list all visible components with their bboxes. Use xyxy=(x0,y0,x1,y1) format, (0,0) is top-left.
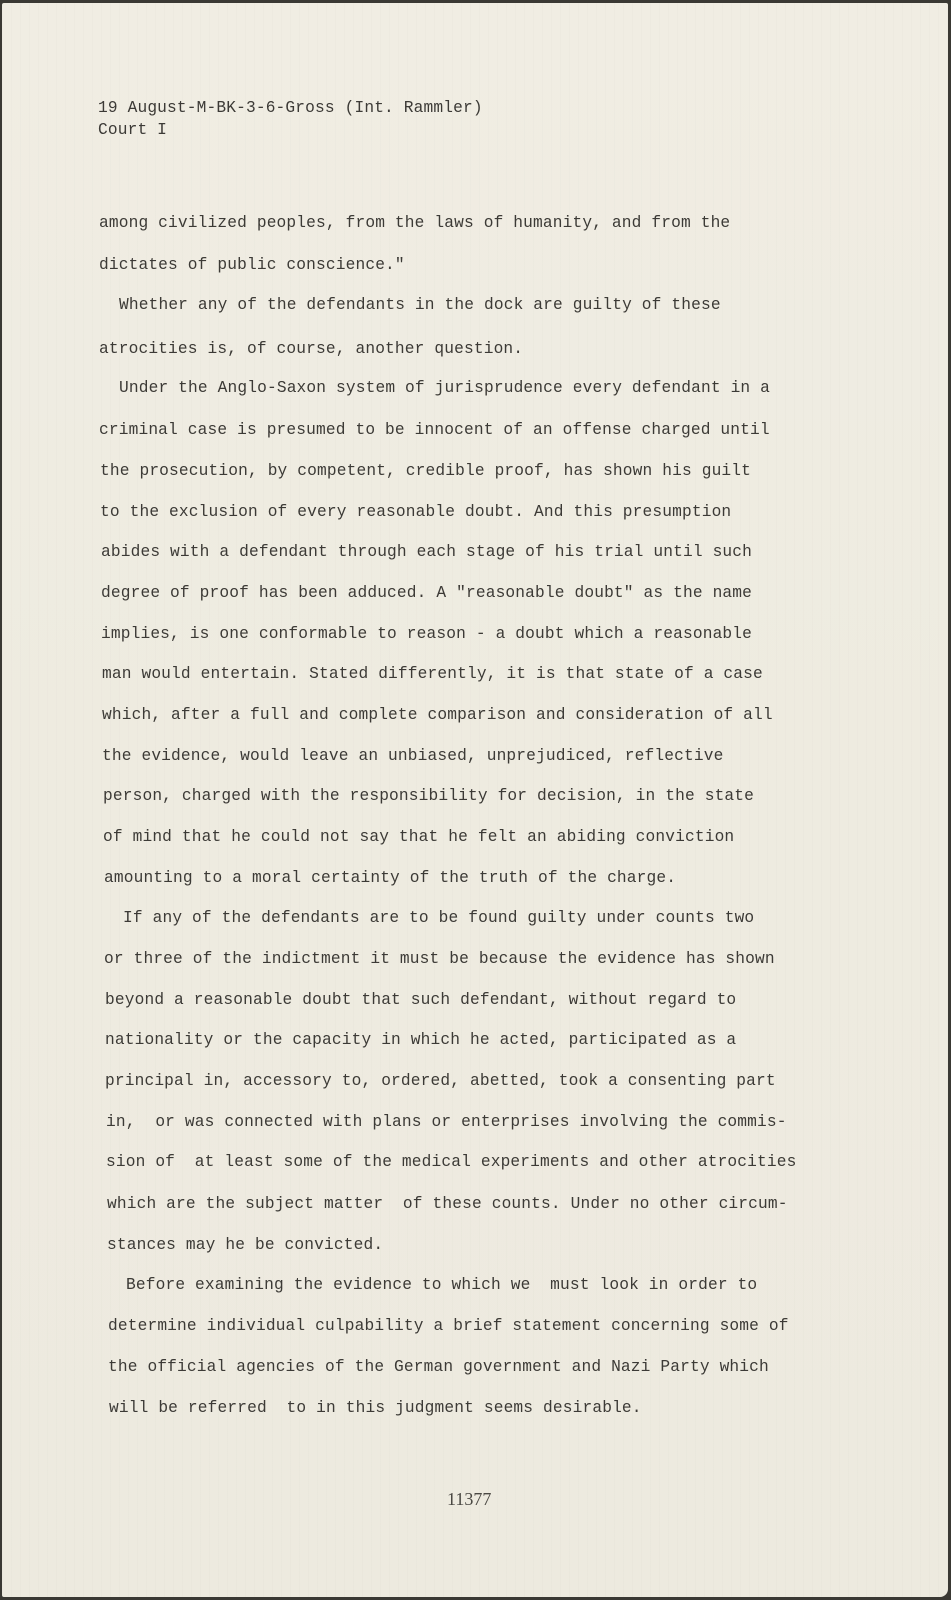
text-line: the prosecution, by competent, credible proof, has shown his guilt xyxy=(100,462,752,480)
text-line: determine individual culpability a brief statement concerning some of xyxy=(108,1317,789,1335)
header-reference: 19 August-M-BK-3-6-Gross (Int. Rammler) xyxy=(98,99,483,117)
text-line: atrocities is, of course, another question. xyxy=(99,340,524,358)
text-line: or three of the indictment it must be because the evidence has shown xyxy=(104,950,775,968)
text-line: beyond a reasonable doubt that such defendant, without regard to xyxy=(105,991,737,1009)
header-court: Court I xyxy=(98,121,168,139)
text-line: the evidence, would leave an unbiased, unprejudiced, reflective xyxy=(102,747,724,765)
text-line: nationality or the capacity in which he acted, participated as a xyxy=(105,1031,737,1049)
page-number: 11377 xyxy=(447,1489,492,1509)
text-line: of mind that he could not say that he felt an abiding conviction xyxy=(103,828,735,846)
text-line: dictates of public conscience." xyxy=(99,256,405,274)
text-line: Before examining the evidence to which we must look in order to xyxy=(126,1276,758,1294)
text-line: Under the Anglo-Saxon system of jurisprudence every defendant in a xyxy=(119,379,771,397)
text-line: sion of at least some of the medical experiments and other atrocities xyxy=(106,1153,797,1171)
text-line: abides with a defendant through each stage of his trial until such xyxy=(101,543,753,561)
text-line: which are the subject matter of these counts. Under no other circum- xyxy=(107,1195,788,1213)
text-line: to the exclusion of every reasonable doubt. And this presumption xyxy=(100,503,732,521)
text-line: will be referred to in this judgment seems desirable. xyxy=(109,1399,642,1417)
text-line: stances may he be convicted. xyxy=(107,1236,384,1254)
text-line: If any of the defendants are to be found guilty under counts two xyxy=(123,909,755,927)
text-line: criminal case is presumed to be innocent of an offense charged until xyxy=(99,421,770,439)
text-line: degree of proof has been adduced. A "reasonable doubt" as the name xyxy=(101,584,753,602)
text-line: amounting to a moral certainty of the truth of the charge. xyxy=(104,869,677,887)
text-line: implies, is one conformable to reason - a doubt which a reasonable xyxy=(101,625,753,643)
text-line: person, charged with the responsibility for decision, in the state xyxy=(103,787,755,805)
text-line: Whether any of the defendants in the dock are guilty of these xyxy=(119,296,721,314)
text-line: man would entertain. Stated differently, it is that state of a case xyxy=(102,665,763,683)
text-line: the official agencies of the German government and Nazi Party which xyxy=(108,1358,769,1376)
text-line: which, after a full and complete comparison and consideration of all xyxy=(102,706,773,724)
text-line: in, or was connected with plans or enterprises involving the commis- xyxy=(106,1113,787,1131)
document-page xyxy=(2,3,948,1597)
text-line: principal in, accessory to, ordered, abetted, took a consenting part xyxy=(105,1072,776,1090)
text-line: among civilized peoples, from the laws of humanity, and from the xyxy=(99,214,731,232)
